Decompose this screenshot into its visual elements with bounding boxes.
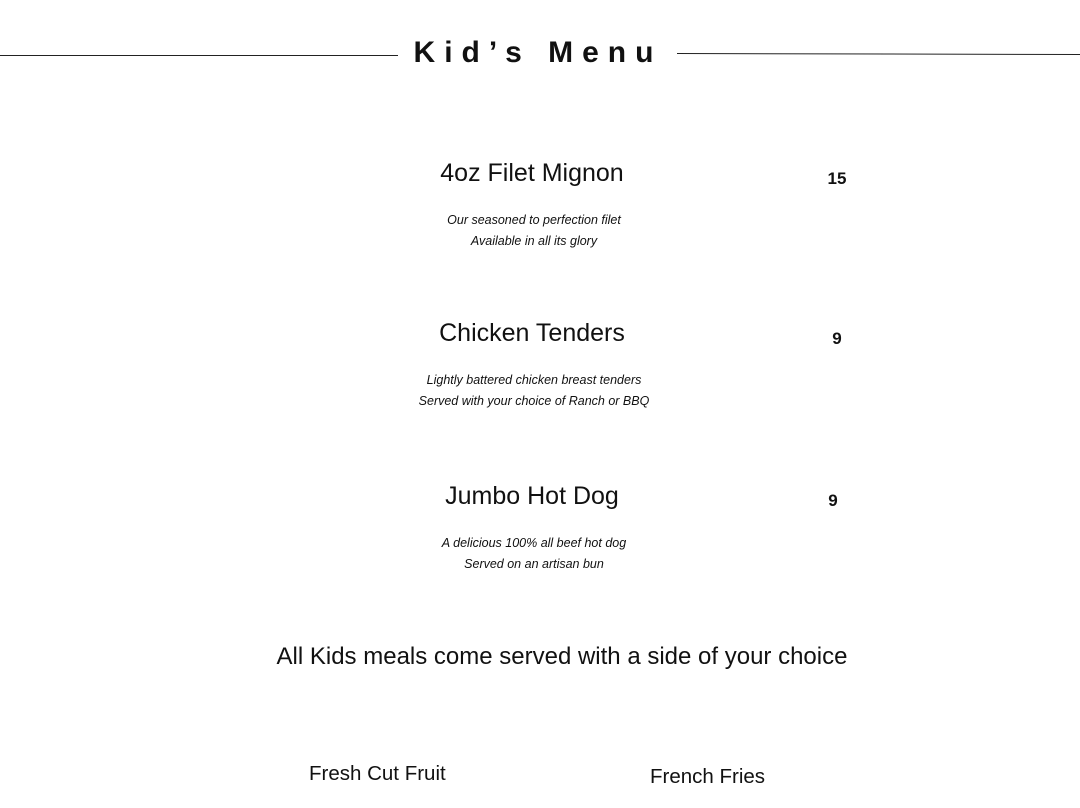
menu-item-name: Chicken Tenders — [439, 319, 625, 347]
menu-item-description-line: Served on an artisan bun — [464, 556, 604, 571]
side-option-fruit: Fresh Cut Fruit — [309, 762, 446, 785]
menu-item-description-line: A delicious 100% all beef hot dog — [441, 536, 627, 550]
menu-item-name: 4oz Filet Mignon — [440, 159, 624, 187]
menu-item-price: 9 — [828, 491, 838, 510]
menu-item-description-line: Lightly battered chicken breast tenders — [426, 373, 642, 387]
menu-item-description-line: Our seasoned to perfection filet — [447, 213, 621, 227]
menu-item-description-line: Served with your choice of Ranch or BBQ — [418, 393, 650, 408]
menu-item-price: 9 — [832, 329, 842, 348]
menu-item-description-line: Available in all its glory — [470, 233, 598, 248]
side-option-fries: French Fries — [650, 765, 766, 788]
menu-item-price: 15 — [827, 169, 847, 188]
menu-item-description — [334, 370, 734, 411]
menu-item-description — [334, 533, 734, 574]
sides-note: All Kids meals come served with a side of your choice — [276, 643, 848, 670]
menu-item-name: Jumbo Hot Dog — [445, 482, 619, 510]
menu-title: Kid’s Menu — [413, 36, 663, 69]
menu-item-description — [334, 210, 734, 251]
